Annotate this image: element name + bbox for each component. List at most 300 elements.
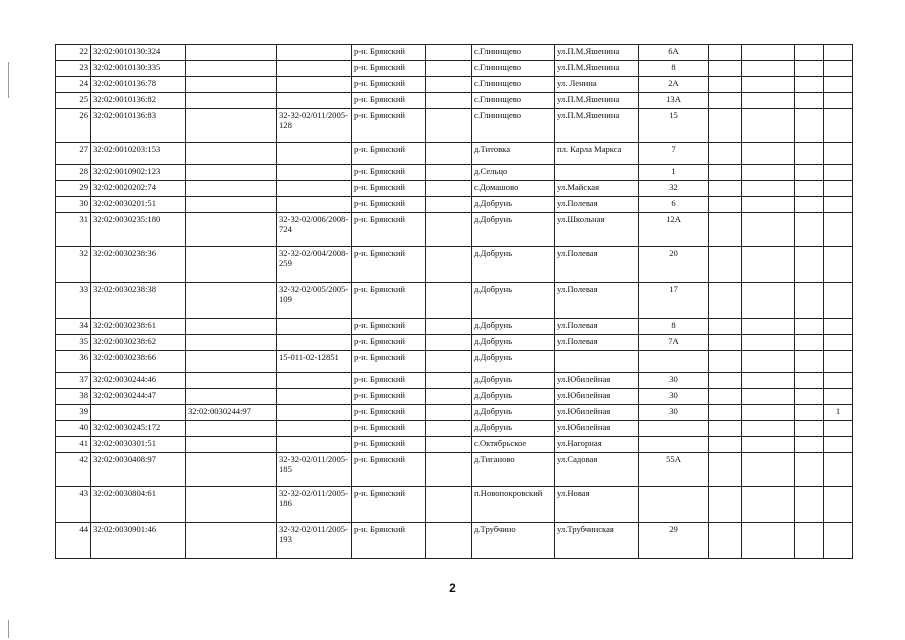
table-row — [56, 319, 853, 335]
cell-e — [426, 109, 472, 143]
table-body — [56, 45, 853, 559]
cell-j — [709, 335, 742, 351]
cell-district: р-н. Брянский — [352, 437, 426, 453]
cell-house — [639, 351, 709, 373]
cell-e — [426, 421, 472, 437]
cell-house: 7 — [639, 143, 709, 165]
cell-cad: 32:02:0010136:82 — [91, 93, 186, 109]
cell-parent — [186, 109, 277, 143]
cell-settlement: д.Титовка — [472, 143, 555, 165]
cell-e — [426, 373, 472, 389]
table-row — [56, 109, 853, 143]
cell-flag — [824, 45, 853, 61]
cell-house: 30 — [639, 405, 709, 421]
cell-l — [795, 421, 824, 437]
cell-j — [709, 351, 742, 373]
cell-cad: 32:02:0010130:324 — [91, 45, 186, 61]
cell-house: 55А — [639, 453, 709, 487]
cell-street: ул.Полевая — [555, 197, 639, 213]
cell-reg: 32-32-02/011/2005-185 — [277, 453, 352, 487]
cell-n: 26 — [56, 109, 91, 143]
cell-e — [426, 197, 472, 213]
cell-e — [426, 453, 472, 487]
cell-n: 25 — [56, 93, 91, 109]
cell-house: 32 — [639, 181, 709, 197]
cell-district: р-н. Брянский — [352, 319, 426, 335]
cell-reg — [277, 335, 352, 351]
cell-cad: 32:02:0030301:51 — [91, 437, 186, 453]
cell-flag — [824, 389, 853, 405]
cell-l — [795, 77, 824, 93]
cell-k — [742, 335, 795, 351]
cell-reg — [277, 405, 352, 421]
cell-l — [795, 143, 824, 165]
cell-j — [709, 109, 742, 143]
cell-reg: 32-32-02/006/2008-724 — [277, 213, 352, 247]
cell-n: 27 — [56, 143, 91, 165]
cell-district: р-н. Брянский — [352, 421, 426, 437]
cell-house: 1 — [639, 165, 709, 181]
cell-k — [742, 247, 795, 283]
cell-reg — [277, 389, 352, 405]
page-number: 2 — [449, 581, 456, 595]
scan-margin-mark — [8, 62, 9, 98]
cell-street: ул.Полевая — [555, 283, 639, 319]
cell-house: 15 — [639, 109, 709, 143]
cell-settlement: с.Октябрьское — [472, 437, 555, 453]
cell-k — [742, 77, 795, 93]
cell-j — [709, 453, 742, 487]
table-row — [56, 523, 853, 559]
cell-street: ул.П.М.Яшенина — [555, 93, 639, 109]
cell-cad: 32:02:0030804:61 — [91, 487, 186, 523]
cell-district: р-н. Брянский — [352, 247, 426, 283]
cell-parent — [186, 421, 277, 437]
cell-j — [709, 247, 742, 283]
cell-settlement: д.Трубчино — [472, 523, 555, 559]
cell-flag — [824, 213, 853, 247]
cell-cad: 32:02:0030201:51 — [91, 197, 186, 213]
cell-parent — [186, 165, 277, 181]
cell-cad: 32:02:0030901:46 — [91, 523, 186, 559]
cell-j — [709, 93, 742, 109]
cell-n: 32 — [56, 247, 91, 283]
cell-district: р-н. Брянский — [352, 143, 426, 165]
table-row — [56, 143, 853, 165]
cell-flag — [824, 283, 853, 319]
cell-l — [795, 335, 824, 351]
cell-flag: 1 — [824, 405, 853, 421]
cell-e — [426, 77, 472, 93]
cell-parent — [186, 437, 277, 453]
cell-district: р-н. Брянский — [352, 283, 426, 319]
cell-j — [709, 405, 742, 421]
cell-flag — [824, 77, 853, 93]
cell-house: 20 — [639, 247, 709, 283]
cell-n: 41 — [56, 437, 91, 453]
cell-reg: 32-32-02/004/2008-259 — [277, 247, 352, 283]
cell-reg — [277, 45, 352, 61]
cell-street: ул.Школьная — [555, 213, 639, 247]
cell-house — [639, 487, 709, 523]
cell-cad: 32:02:0030244:47 — [91, 389, 186, 405]
cell-j — [709, 143, 742, 165]
cell-n: 28 — [56, 165, 91, 181]
cell-e — [426, 61, 472, 77]
cell-street: ул.Юбилейная — [555, 421, 639, 437]
cell-k — [742, 93, 795, 109]
cell-flag — [824, 437, 853, 453]
cell-district: р-н. Брянский — [352, 109, 426, 143]
cell-district: р-н. Брянский — [352, 45, 426, 61]
cell-k — [742, 197, 795, 213]
cell-e — [426, 437, 472, 453]
cell-cad: 32:02:0020202:74 — [91, 181, 186, 197]
cell-flag — [824, 197, 853, 213]
cell-district: р-н. Брянский — [352, 335, 426, 351]
cell-parent — [186, 181, 277, 197]
cell-district: р-н. Брянский — [352, 453, 426, 487]
cell-n: 35 — [56, 335, 91, 351]
cell-j — [709, 165, 742, 181]
cell-j — [709, 487, 742, 523]
cell-parent — [186, 45, 277, 61]
cell-j — [709, 77, 742, 93]
cell-cad: 32:02:0010136:78 — [91, 77, 186, 93]
cell-reg: 32-32-02/011/2005-128 — [277, 109, 352, 143]
cell-street: ул.П.М.Яшенина — [555, 61, 639, 77]
cell-k — [742, 181, 795, 197]
cell-k — [742, 165, 795, 181]
cell-reg — [277, 197, 352, 213]
table-row — [56, 197, 853, 213]
cell-flag — [824, 61, 853, 77]
property-register-table — [55, 44, 853, 559]
cell-flag — [824, 109, 853, 143]
cell-n: 22 — [56, 45, 91, 61]
cell-street: ул.П.М.Яшенина — [555, 109, 639, 143]
cell-street: ул.Трубчинская — [555, 523, 639, 559]
table-row — [56, 283, 853, 319]
cell-cad: 32:02:0030238:38 — [91, 283, 186, 319]
cell-district: р-н. Брянский — [352, 389, 426, 405]
cell-house — [639, 437, 709, 453]
cell-j — [709, 197, 742, 213]
cell-l — [795, 351, 824, 373]
cell-street: ул. Ленина — [555, 77, 639, 93]
cell-house: 30 — [639, 373, 709, 389]
cell-n: 38 — [56, 389, 91, 405]
table-row — [56, 373, 853, 389]
cell-parent — [186, 351, 277, 373]
cell-house: 17 — [639, 283, 709, 319]
cell-l — [795, 197, 824, 213]
cell-e — [426, 405, 472, 421]
cell-k — [742, 319, 795, 335]
cell-reg — [277, 165, 352, 181]
cell-reg — [277, 181, 352, 197]
cell-n: 24 — [56, 77, 91, 93]
cell-flag — [824, 487, 853, 523]
cell-k — [742, 421, 795, 437]
cell-street: ул.Полевая — [555, 247, 639, 283]
table-row — [56, 487, 853, 523]
cell-flag — [824, 319, 853, 335]
cell-j — [709, 389, 742, 405]
cell-flag — [824, 351, 853, 373]
cell-settlement: д.Добрунь — [472, 351, 555, 373]
cell-l — [795, 453, 824, 487]
table-row — [56, 437, 853, 453]
cell-reg — [277, 143, 352, 165]
cell-cad: 32:02:0030238:66 — [91, 351, 186, 373]
cell-parent — [186, 487, 277, 523]
cell-l — [795, 61, 824, 77]
cell-street: ул.Юбилейная — [555, 373, 639, 389]
cell-n: 44 — [56, 523, 91, 559]
cell-l — [795, 165, 824, 181]
cell-e — [426, 45, 472, 61]
cell-district: р-н. Брянский — [352, 351, 426, 373]
cell-flag — [824, 181, 853, 197]
cell-reg — [277, 319, 352, 335]
cell-cad: 32:02:0030235:180 — [91, 213, 186, 247]
cell-house: 8 — [639, 319, 709, 335]
table-row — [56, 247, 853, 283]
cell-k — [742, 351, 795, 373]
cell-e — [426, 181, 472, 197]
cell-k — [742, 453, 795, 487]
cell-e — [426, 389, 472, 405]
cell-settlement: д.Добрунь — [472, 389, 555, 405]
cell-e — [426, 319, 472, 335]
cell-street: ул.Полевая — [555, 319, 639, 335]
cell-k — [742, 405, 795, 421]
cell-settlement: д.Добрунь — [472, 335, 555, 351]
cell-l — [795, 437, 824, 453]
cell-j — [709, 421, 742, 437]
cell-n: 40 — [56, 421, 91, 437]
cell-house: 6 — [639, 197, 709, 213]
cell-l — [795, 319, 824, 335]
cell-district: р-н. Брянский — [352, 405, 426, 421]
cell-street — [555, 351, 639, 373]
cell-reg: 15-011-02-12851 — [277, 351, 352, 373]
cell-house: 6А — [639, 45, 709, 61]
table-row — [56, 351, 853, 373]
cell-settlement: с.Глинищево — [472, 93, 555, 109]
cell-e — [426, 523, 472, 559]
cell-settlement: с.Глинищево — [472, 45, 555, 61]
cell-settlement: п.Новопокровский — [472, 487, 555, 523]
cell-j — [709, 319, 742, 335]
table-row — [56, 61, 853, 77]
cell-l — [795, 45, 824, 61]
cell-l — [795, 523, 824, 559]
cell-district: р-н. Брянский — [352, 213, 426, 247]
cell-l — [795, 109, 824, 143]
cell-settlement: д.Сельцо — [472, 165, 555, 181]
cell-j — [709, 437, 742, 453]
table-row — [56, 77, 853, 93]
cell-street: ул.Нагорная — [555, 437, 639, 453]
cell-cad: 32:02:0030238:61 — [91, 319, 186, 335]
cell-l — [795, 247, 824, 283]
cell-j — [709, 61, 742, 77]
cell-flag — [824, 373, 853, 389]
cell-e — [426, 143, 472, 165]
cell-reg — [277, 437, 352, 453]
table-row — [56, 389, 853, 405]
cell-e — [426, 351, 472, 373]
cell-cad: 32:02:0030238:62 — [91, 335, 186, 351]
cell-flag — [824, 247, 853, 283]
cell-flag — [824, 453, 853, 487]
cell-flag — [824, 165, 853, 181]
cell-j — [709, 181, 742, 197]
cell-l — [795, 181, 824, 197]
table-row — [56, 181, 853, 197]
cell-j — [709, 283, 742, 319]
cell-l — [795, 93, 824, 109]
cell-settlement: д.Добрунь — [472, 405, 555, 421]
cell-street: ул.Юбилейная — [555, 405, 639, 421]
cell-district: р-н. Брянский — [352, 373, 426, 389]
cell-n: 43 — [56, 487, 91, 523]
cell-k — [742, 45, 795, 61]
scan-margin-mark — [8, 620, 9, 638]
cell-settlement: с.Глинищево — [472, 77, 555, 93]
cell-settlement: д.Добрунь — [472, 213, 555, 247]
cell-e — [426, 247, 472, 283]
cell-parent — [186, 453, 277, 487]
cell-house: 2А — [639, 77, 709, 93]
cell-k — [742, 61, 795, 77]
cell-district: р-н. Брянский — [352, 181, 426, 197]
cell-parent — [186, 77, 277, 93]
cell-e — [426, 165, 472, 181]
cell-reg — [277, 77, 352, 93]
cell-street — [555, 165, 639, 181]
cell-flag — [824, 421, 853, 437]
cell-cad: 32:02:0010130:335 — [91, 61, 186, 77]
cell-settlement: д.Тиганово — [472, 453, 555, 487]
cell-house: 29 — [639, 523, 709, 559]
cell-parent — [186, 319, 277, 335]
cell-street: пл. Карла Маркса — [555, 143, 639, 165]
cell-cad — [91, 405, 186, 421]
cell-j — [709, 373, 742, 389]
cell-district: р-н. Брянский — [352, 77, 426, 93]
cell-parent — [186, 247, 277, 283]
cell-n: 30 — [56, 197, 91, 213]
cell-parent — [186, 335, 277, 351]
cell-settlement: д.Добрунь — [472, 319, 555, 335]
cell-l — [795, 283, 824, 319]
cell-district: р-н. Брянский — [352, 165, 426, 181]
cell-l — [795, 373, 824, 389]
cell-parent — [186, 143, 277, 165]
cell-k — [742, 437, 795, 453]
cell-k — [742, 523, 795, 559]
cell-district: р-н. Брянский — [352, 197, 426, 213]
cell-parent: 32:02:0030244:97 — [186, 405, 277, 421]
cell-reg: 32-32-02/005/2005-109 — [277, 283, 352, 319]
table-row — [56, 165, 853, 181]
cell-e — [426, 93, 472, 109]
cell-e — [426, 335, 472, 351]
cell-e — [426, 283, 472, 319]
cell-reg — [277, 421, 352, 437]
cell-cad: 32:02:0030238:36 — [91, 247, 186, 283]
cell-cad: 32:02:0030245:172 — [91, 421, 186, 437]
table-row — [56, 93, 853, 109]
cell-settlement: д.Добрунь — [472, 421, 555, 437]
cell-parent — [186, 389, 277, 405]
cell-l — [795, 213, 824, 247]
cell-street: ул.Юбилейная — [555, 389, 639, 405]
cell-settlement: с.Глинищево — [472, 109, 555, 143]
cell-settlement: д.Добрунь — [472, 247, 555, 283]
cell-parent — [186, 373, 277, 389]
cell-reg: 32-32-02/011/2005-193 — [277, 523, 352, 559]
cell-street: ул.П.М.Яшенина — [555, 45, 639, 61]
cell-n: 31 — [56, 213, 91, 247]
cell-j — [709, 45, 742, 61]
cell-reg — [277, 93, 352, 109]
cell-cad: 32:02:0010902:123 — [91, 165, 186, 181]
cell-k — [742, 109, 795, 143]
table-row — [56, 453, 853, 487]
cell-n: 37 — [56, 373, 91, 389]
cell-n: 39 — [56, 405, 91, 421]
cell-cad: 32:02:0010203:153 — [91, 143, 186, 165]
cell-n: 34 — [56, 319, 91, 335]
cell-reg: 32-32-02/011/2005-186 — [277, 487, 352, 523]
cell-cad: 32:02:0010136:83 — [91, 109, 186, 143]
cell-street: ул.Полевая — [555, 335, 639, 351]
cell-parent — [186, 93, 277, 109]
cell-n: 33 — [56, 283, 91, 319]
cell-settlement: д.Добрунь — [472, 197, 555, 213]
table-row — [56, 213, 853, 247]
cell-e — [426, 487, 472, 523]
cell-j — [709, 213, 742, 247]
cell-e — [426, 213, 472, 247]
cell-l — [795, 389, 824, 405]
cell-reg — [277, 61, 352, 77]
cell-n: 23 — [56, 61, 91, 77]
cell-settlement: с.Домашово — [472, 181, 555, 197]
cell-parent — [186, 283, 277, 319]
cell-settlement: д.Добрунь — [472, 283, 555, 319]
cell-n: 42 — [56, 453, 91, 487]
cell-house: 30 — [639, 389, 709, 405]
cell-parent — [186, 197, 277, 213]
cell-flag — [824, 523, 853, 559]
cell-k — [742, 213, 795, 247]
cell-flag — [824, 143, 853, 165]
cell-street: ул.Майская — [555, 181, 639, 197]
cell-parent — [186, 61, 277, 77]
cell-street: ул.Новая — [555, 487, 639, 523]
cell-l — [795, 405, 824, 421]
table-row — [56, 421, 853, 437]
cell-district: р-н. Брянский — [352, 487, 426, 523]
cell-l — [795, 487, 824, 523]
cell-k — [742, 283, 795, 319]
cell-house — [639, 421, 709, 437]
